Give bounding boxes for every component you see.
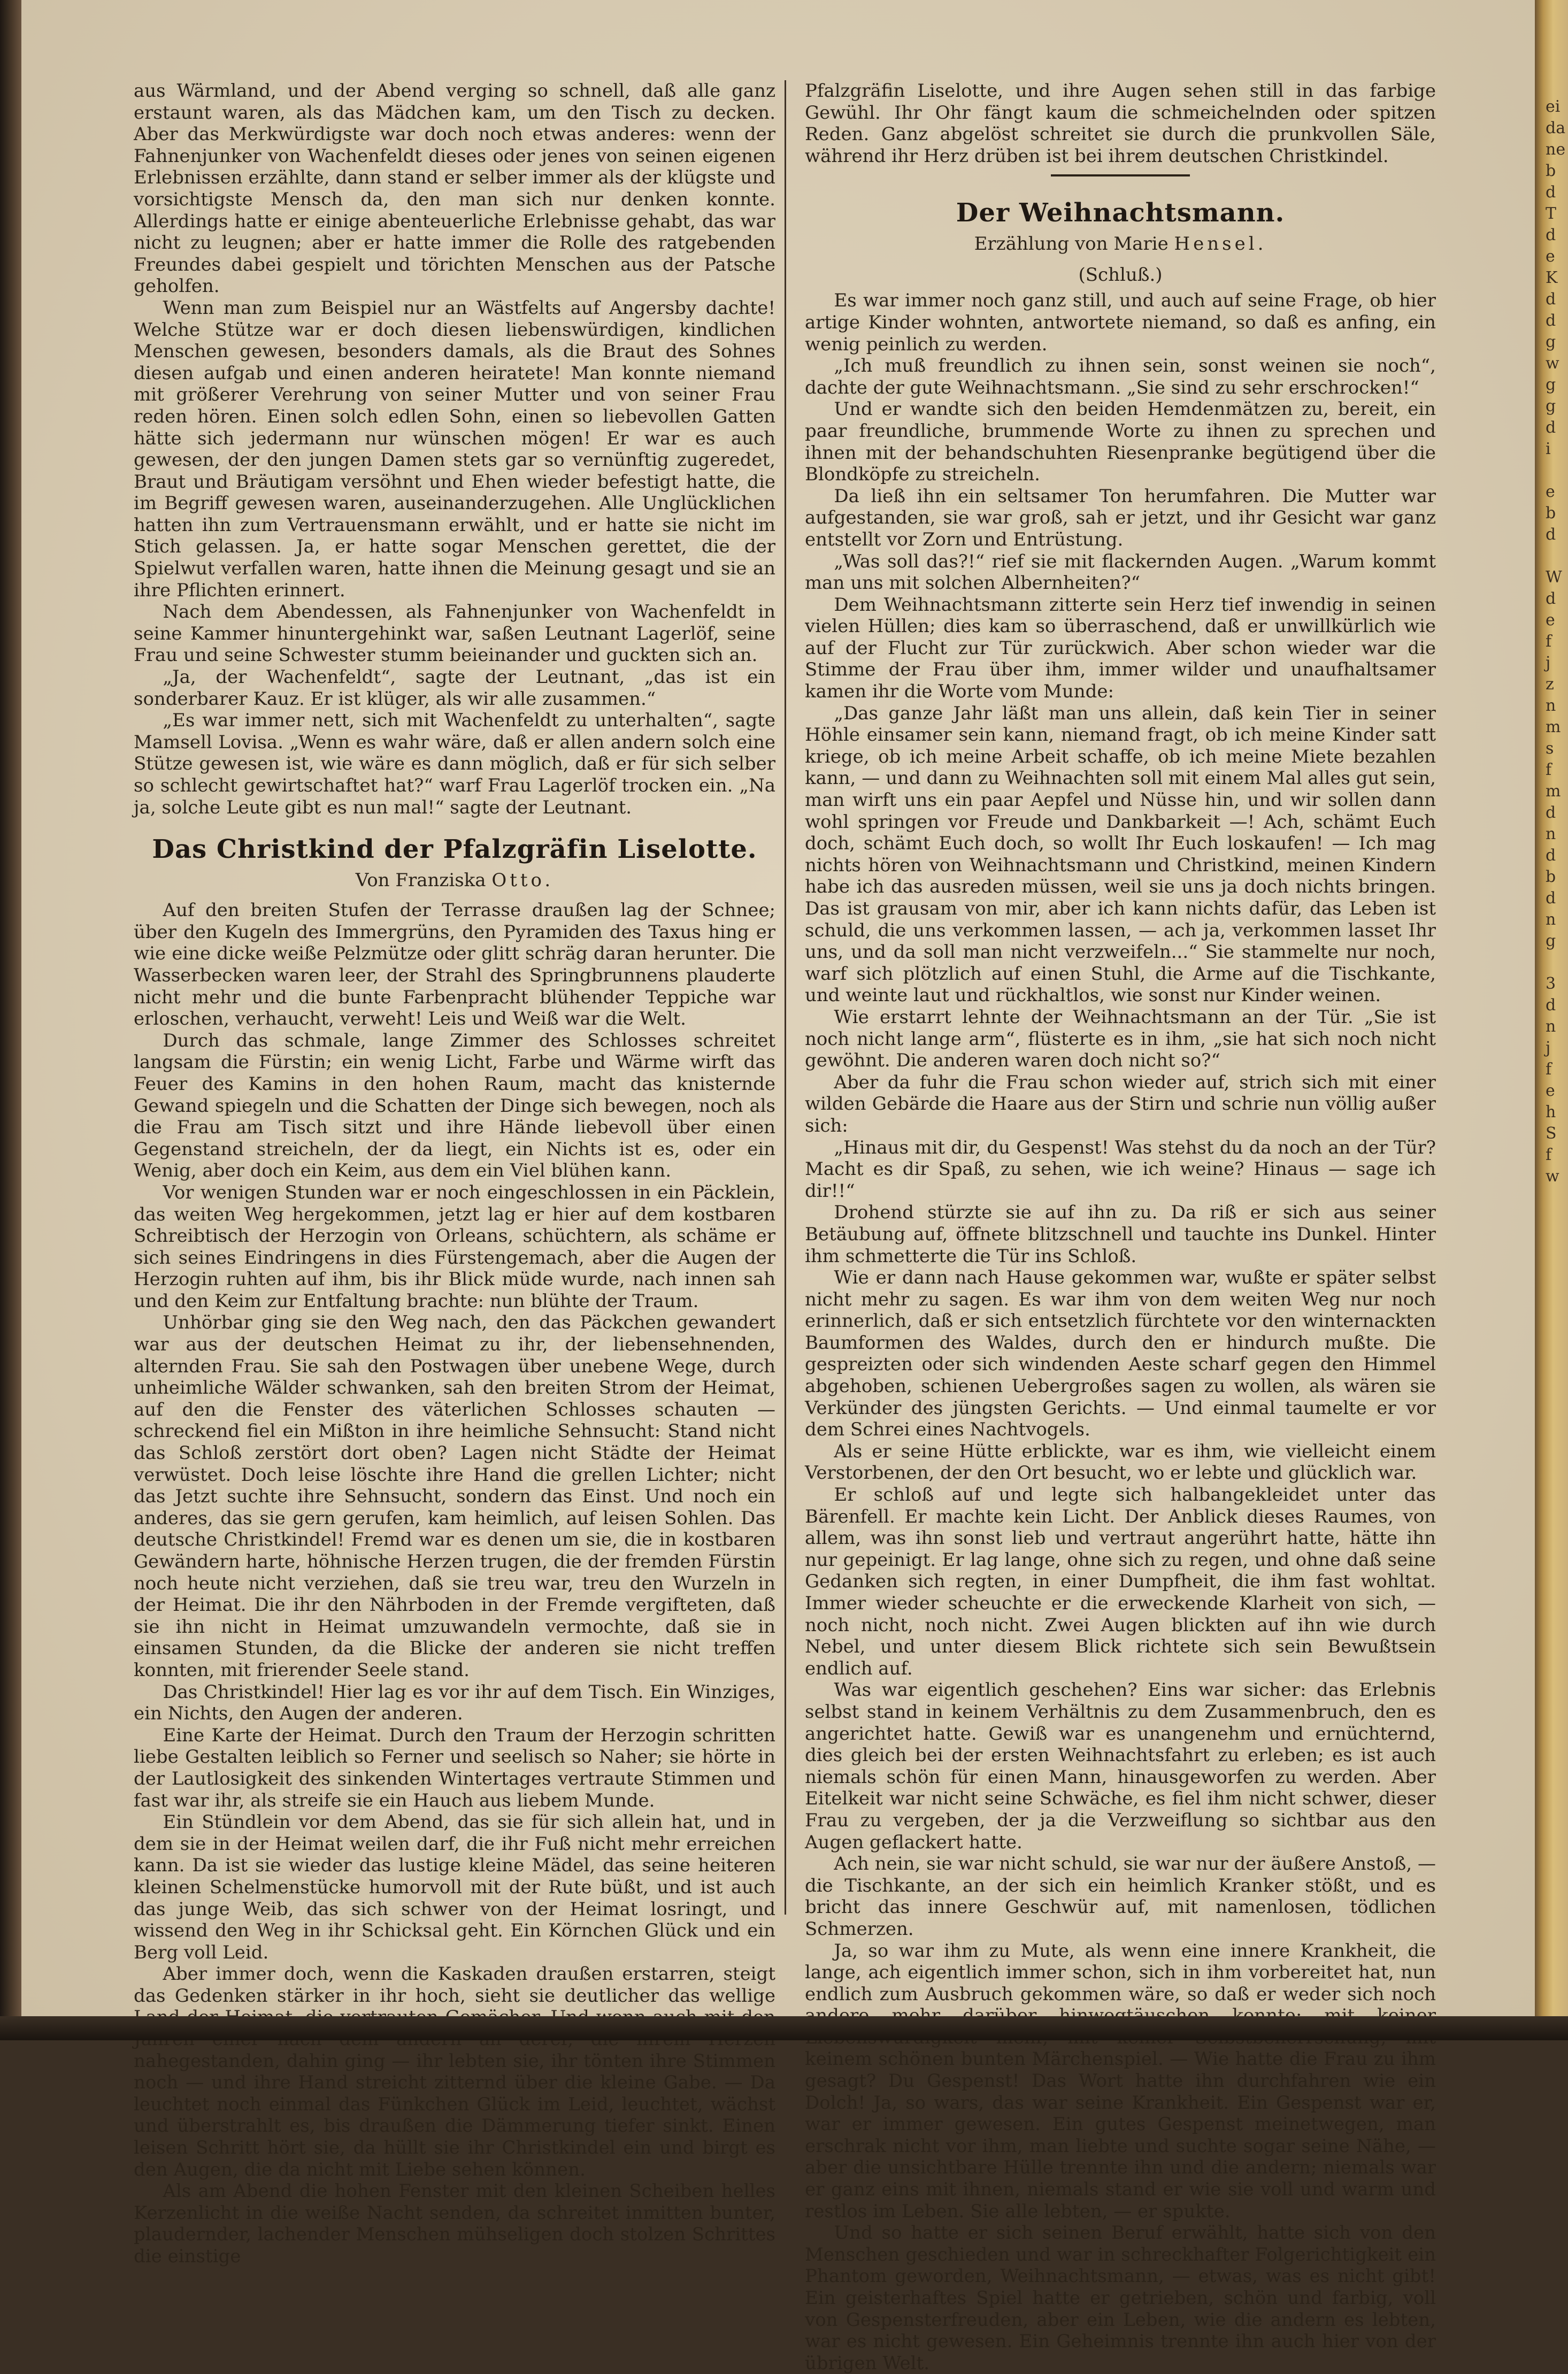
- article-byline-christkind: [134, 869, 775, 892]
- byline-author: Hensel.: [1174, 233, 1267, 255]
- paragraph: Es war immer noch ganz still, und auch auf seine Frage, ob hier artige Kinder wohnten, antwortete niemand, so daß es anfing, ein wenig peinlich zu werden.: [805, 290, 1436, 355]
- article-body-weihnachtsmann: [805, 290, 1436, 2374]
- paragraph: Wie erstarrt lehnte der Weihnachtsmann an der Tür. „Sie ist noch nicht lange arm“, flüsterte es in ihm, „sie hat sich noch nicht gewöhnt. Die anderen waren doch nicht so?“: [805, 1006, 1436, 1072]
- paragraph: „Das ganze Jahr läßt man uns allein, daß kein Tier in seiner Höhle einsamer sein kann, niemand fragt, ob ich meine Kinder satt kriege, ob ich meine Arbeit schaffe, ob ich meine Miete bezahlen kann, — und dann zu Weihnachten soll mit einem Mal alles gut sein, man wirft uns ein paar Aepfel und Nüsse hin, und wir sollen dann wohl springen vor Freude und Dankbarkeit —! Ach, schämt Euch doch, schämt Euch doch, so wollt Ihr Euch loskaufen! — Ich mag nichts hören von Weihnachtsmann und Christkind, meinen Kindern habe ich das ausreden müssen, weil sie uns ja doch nichts bringen. Das ist grausam von mir, aber ich kann nichts dafür, das Leben ist schuld, die uns verkommen lassen, — ach ja, verkommen lasset Ihr uns, und da soll man nicht verzweifeln...“ Sie stammelte nur noch, warf sich plötzlich auf einen Stuhl, die Arme auf die Tischkante, und weinte laut und rückhaltlos, wie sonst nur Kinder weinen.: [805, 702, 1436, 1007]
- paragraph: Ach nein, sie war nicht schuld, sie war nur der äußere Anstoß, — die Tischkante, an der sich ein heimlich Kranker stößt, und es bricht das innere Geschwür auf, mit namenlosen, tödlichen Schmerzen.: [805, 1853, 1436, 1940]
- paragraph: „Ich muß freundlich zu ihnen sein, sonst weinen sie noch“, dachte der gute Weihnachtsmann. „Sie sind zu sehr erschrocken!“: [805, 355, 1436, 398]
- paragraph: Auf den breiten Stufen der Terrasse draußen lag der Schnee; über den Kugeln des Immergrüns, den Pyramiden des Taxus hing er wie eine dicke weiße Pelzmütze oder glitt schräg daran herunter. Die Wasserbecken waren leer, der Strahl des Springbrunnens plauderte nicht mehr und die bunte Farbenpracht blühender Teppiche war erloschen, verhaucht, verweht! Leis und Weiß war die Welt.: [134, 900, 775, 1030]
- paragraph: Aber da fuhr die Frau schon wieder auf, strich sich mit einer wilden Gebärde die Haare aus der Stirn und schrie nun völlig außer sich:: [805, 1071, 1436, 1136]
- paragraph: Als er seine Hütte erblickte, war es ihm, wie vielleicht einem Verstorbenen, der den Ort besucht, wo er lebte und glücklich war.: [805, 1440, 1436, 1484]
- paragraph: Ein Stündlein vor dem Abend, das sie für sich allein hat, und in dem sie in der Heimat weilen darf, die ihr Fuß nicht mehr erreichen kann. Da ist sie wieder das lustige kleine Mädel, das seine heiteren kleinen Schelmenstücke humorvoll mit der Rute büßt, und ist auch das junge Weib, das sich schwer von der Heimat losringt, und wissend den Weg in ihr Schicksal geht. Ein Körnchen Glück und ein Berg voll Leid.: [134, 1811, 775, 1963]
- article-title-weihnachtsmann: Der Weihnachtsmann.: [956, 198, 1285, 228]
- book-binding: [0, 0, 21, 2040]
- article-body-christkind: [134, 900, 775, 2267]
- page-bottom-shadow: [0, 2016, 1568, 2040]
- paragraph: Durch das schmale, lange Zimmer des Schlosses schreitet langsam die Fürstin; ein wenig Licht, Farbe und Wärme wirft das Feuer des Kamins in den hohen Raum, macht das knisternde Gewand spiegeln und die Schatten der Dinge sich bewegen, noch als die Frau am Tisch sitzt und ihre Hände liebevoll über einen Gegenstand streicheln, der da liegt, ein Nichts ist es, oder ein Wenig, aber doch ein Keim, aus dem ein Viel blühen kann.: [134, 1029, 775, 1182]
- paragraph: „Es war immer nett, sich mit Wachenfeldt zu unterhalten“, sagte Mamsell Lovisa. „Wenn es wahr wäre, daß er allen andern solch eine Stütze gewesen ist, wie wäre es dann möglich, daß er für sich selber so schlecht gewirtschaftet hat?“ warf Frau Lagerlöf trocken ein. „Na ja, solche Leute gibt es nun mal!“ sagte der Leutnant.: [134, 710, 775, 818]
- paragraph: „Hinaus mit dir, du Gespenst! Was stehst du da noch an der Tür? Macht es dir Spaß, zu sehen, wie ich weine? Hinaus — sage ich dir!!“: [805, 1136, 1436, 1202]
- paragraph: Unhörbar ging sie den Weg nach, den das Päckchen gewandert war aus der deutschen Heimat zu ihr, der liebensehnenden, alternden Frau. Sie sah den Postwagen über unebene Wege, durch unheimliche Wälder schwanken, sah den breiten Strom der Heimat, auf den die Fenster des väterlichen Schlosses schauten — schreckend fiel ein Mißton in ihre heimliche Sehnsucht: Stand nicht das Schloß zerstört dort oben? Lagen nicht Städte der Heimat verwüstet. Doch leise löschte ihre Hand die grellen Lichter; nicht das Jetzt suchte ihre Sehnsucht, sondern das Einst. Und noch ein anderes, das sie gern gerufen, kam heimlich, auf leisen Sohlen. Das deutsche Christkindel! Fremd war es denen um sie, die in kostbaren Gewändern harte, höhnische Herzen trugen, die der fremden Fürstin noch heute nicht verziehen, daß sie treu war, treu den Wurzeln in der Heimat. Die ihr den Nährboden in der Fremde vergifteten, daß sie ihn nicht in Heimat umzuwandeln vermochte, daß sie in einsamen Stunden, da die Blicke der anderen sie nicht treffen konnten, mit frierender Seele stand.: [134, 1312, 775, 1681]
- byline-author: Otto.: [491, 870, 554, 892]
- right-column: [805, 80, 1436, 2374]
- left-column: [134, 80, 775, 2267]
- paragraph: Drohend stürzte sie auf ihn zu. Da riß er sich aus seiner Betäubung auf, öffnete blitzschnell und tauchte ins Dunkel. Hinter ihm schmetterte die Tür ins Schloß.: [805, 1202, 1436, 1267]
- paragraph: Und er wandte sich den beiden Hemdenmätzen zu, bereit, ein paar freundliche, brummende Worte zu ihnen zu sprechen und ihnen mit der behandschuhten Riesenpranke begütigend über die Blondköpfe zu streicheln.: [805, 398, 1436, 486]
- paragraph: aus Wärmland, und der Abend verging so schnell, daß alle ganz erstaunt waren, als das Mädchen kam, um den Tisch zu decken. Aber das Merkwürdigste war doch noch etwas anderes: wenn der Fahnenjunker von Wachenfeldt dieses oder jenes von seinen eigenen Erlebnissen erzählte, dann stand er selber immer als der klügste und vorsichtigste Mensch da, den man sich nur denken konnte. Allerdings hatte er einige abenteuerliche Erlebnisse gehabt, das war nicht zu leugnen; aber er hatte immer die Rolle des ratgebenden Freundes dabei gespielt und törichten Menschen aus der Patsche geholfen.: [134, 80, 775, 297]
- paragraph: Pfalzgräfin Liselotte, und ihre Augen sehen still in das farbige Gewühl. Ihr Ohr fängt kaum die schmeichelnden oder spitzen Reden. Ganz abgelöst schreitet sie durch die prunkvollen Säle, während ihr Herz drüben ist bei ihrem deutschen Christkindel.: [805, 80, 1436, 167]
- paragraph: Da ließ ihn ein seltsamer Ton herumfahren. Die Mutter war aufgestanden, sie war groß, sah er jetzt, und ihr Gesicht war ganz entstellt vor Zorn und Entrüstung.: [805, 485, 1436, 550]
- next-page-fragments: ei da ne b d T d e K d d g w g g d i e b d W d e f j z n m s f m d n d b d n g 3 d n j f e h S f w: [1546, 97, 1566, 1186]
- paragraph: Er schloß auf und legte sich halbangekleidet unter das Bärenfell. Er machte kein Licht. Der Anblick dieses Raumes, von allem, was ihn sonst lieb und vertraut angerührt hatte, hätte ihn nur gepeinigt. Er lag lange, ohne sich zu regen, und ohne daß seine Gedanken sich regten, in einer Dumpfheit, die ihm fast wohltat. Immer wieder scheuchte er die erweckende Klarheit von sich, — noch nicht, noch nicht. Zwei Augen blickten auf ihn wie durch Nebel, und unter diesem Blick richtete sich sein Bewußtsein endlich auf.: [805, 1484, 1436, 1679]
- paragraph: Und so hatte er sich seinen Beruf erwählt, hatte sich von den Menschen geschieden und war in schreckhafter Folgerichtigkeit ein Phantom geworden, Weihnachtsmann, — etwas, was es nicht gibt! Ein geisterhaftes Spiel hatte er getrieben, schön und farbig, voll von Gespensterfreuden, aber ein Leben, wie die andern es lebten, war es nicht gewesen. Ein Geheimnis trennte ihn auch hier von der übrigen Welt.: [805, 2222, 1436, 2374]
- newspaper-page: [21, 0, 1535, 2374]
- paragraph: Nach dem Abendessen, als Fahnenjunker von Wachenfeldt in seine Kammer hinuntergehinkt war, saßen Leutnant Lagerlöf, seine Frau und seine Schwester stumm beieinander und guckten sich an.: [134, 601, 775, 666]
- paragraph: Eine Karte der Heimat. Durch den Traum der Herzogin schritten liebe Gestalten leiblich so Ferner und seelisch so Naher; sie hörte in der Lautlosigkeit des sinkenden Wintertages vertraute Stimmen und fast war ihr, als streife sie ein Hauch aus liebem Munde.: [134, 1724, 775, 1811]
- article-subline: (Schluß.): [1078, 264, 1163, 286]
- paragraph: Wie er dann nach Hause gekommen war, wußte er später selbst nicht mehr zu sagen. Es war ihm von dem weiten Weg nur noch erinnerlich, daß er sich entsetzlich fürchtete vor den winternackten Baumformen des Waldes, durch den er hindurch mußte. Die gespreizten oder sich windenden Aeste scharf gegen den Himmel abgehoben, schienen Uebergroßes sagen zu wollen, als wären sie Verkünder des jüngsten Gerichts. — Und einmal taumelte er vor dem Schrei eines Nachtvogels.: [805, 1267, 1436, 1441]
- paragraph: „Ja, der Wachenfeldt“, sagte der Leutnant, „das ist ein sonderbarer Kauz. Er ist klüger, als wir alle zusammen.“: [134, 666, 775, 710]
- paragraph: Ja, so war ihm zu Mute, als wenn eine innere Krankheit, die lange, ach eigentlich immer schon, sich in ihm vorbereitet hat, nun endlich zum Ausbruch gekommen wäre, so daß er weder sich noch keinem schönen bunten Märchenspiel. — Wie hatte die Frau zu ihm gesagt? Du Gespenst! Das Wort hatte ihn durchfahren wie ein Dolch! Ja, so wars, das war seine Krankheit. Ein Gespenst war er, war er immer gewesen. Ein gutes Gespenst meinetwegen, man erschrak nicht vor ihm, man liebte und suchte sogar seine Nähe, — aber die unsichtbare Hülle trennte ihn und die andern; niemals war er ganz eins mit ihnen, niemals stand er wie sie voll und warm und restlos im Leben. Sie alle lebten, — er spukte.: [805, 1940, 1436, 2222]
- article-title-christkind: Das Christkind der Pfalzgräfin Liselotte.: [152, 834, 757, 865]
- paragraph: Aber immer doch, wenn die Kaskaden draußen erstarren, steigt das Gedenken stärker in ihr hoch, sieht sie deutlicher das wellige nahegestanden, dahin ging — ihr lebten sie, ihr tönten ihre Stimmen noch — und ihre Hand streicht zitternd über die kleine Gabe. — Da leuchtet noch einmal das Fünkchen Glück im Leid, leuchtet, wächst und überstrahlt es, bis draußen die Dämmerung tiefer sinkt. Einen leisen Schritt hört sie, da hüllt sie ihr Christkindel ein und birgt es den Augen, die da nicht mit Liebe sehen können.: [134, 1963, 775, 2180]
- article-byline-weihnachtsmann: [805, 232, 1436, 256]
- paragraph: „Was soll das?!“ rief sie mit flackernden Augen. „Warum kommt man uns mit solchen Albernheiten?“: [805, 550, 1436, 594]
- right-continuation-text: [805, 80, 1436, 167]
- paragraph: Wenn man zum Beispiel nur an Wästfelts auf Angersby dachte! Welche Stütze war er doch diesen liebenswürdigen, kindlichen Menschen gewesen, besonders damals, als die Braut des Sohnes diesen aufgab und einen anderen heiratete! Man konnte niemand mit größerer Verehrung von seiner Mutter und von seiner Frau reden hören. Einen solch edlen Sohn, einen so liebevollen Gatten hätte sich jedermann nur wünschen mögen! Er war es auch gewesen, der den jungen Damen stets gar so vernünftig zugeredet, Braut und Bräutigam versöhnt und Ehen wieder befestigt hatte, die im Begriff gewesen waren, auseinanderzugehen. Alle Unglücklichen hatten ihn zum Vertrauensmann erwählt, und er hatte sie nicht im Stich gelassen. Ja, er hatte sogar Menschen gerettet, die der Spielwut verfallen waren, hatte ihnen die Meinung gesagt und sie an ihre Pflichten erinnert.: [134, 297, 775, 601]
- paragraph: Was war eigentlich geschehen? Eins war sicher: das Erlebnis selbst stand in keinem Verhältnis zu dem Zusammenbruch, den es angerichtet hatte. Gewiß war es unangenehm und ernüchternd, dies gleich bei der ersten Weihnachtsfahrt zu erleben; es ist auch niemals schön für einen Mann, hinausgeworfen zu werden. Aber Eitelkeit war nicht seine Schwäche, es fiel ihm nicht schwer, dieser Frau zu vergeben, der ja die Verzweiflung so sichtbar aus den Augen geflackert hatte.: [805, 1679, 1436, 1853]
- column-divider: [785, 80, 786, 1915]
- byline-prefix: Erzählung von Marie: [974, 233, 1169, 255]
- paragraph: Als am Abend die hohen Fenster mit den kleinen Scheiben helles Kerzenlicht in die weiße Nacht senden, da schreitet inmitten bunter, plaudernder, lachender Menschen mühseligen doch stolzen Schrittes die einstige: [134, 2180, 775, 2267]
- byline-prefix: Von Franziska: [355, 870, 486, 892]
- paragraph: Dem Weihnachtsmann zitterte sein Herz tief inwendig in seinen vielen Hüllen; dies kam so überraschend, daß er unwillkürlich wie auf der Flucht zur Tür zurückwich. Aber schon wieder war die Stimme der Frau über ihm, immer wilder und unaufhaltsamer kamen ihr die Worte vom Munde:: [805, 594, 1436, 703]
- paragraph: Das Christkindel! Hier lag es vor ihr auf dem Tisch. Ein Winziges, ein Nichts, den Augen der anderen.: [134, 1681, 775, 1725]
- left-continuation-text: [134, 80, 775, 818]
- section-separator: [1051, 174, 1190, 176]
- paragraph: Vor wenigen Stunden war er noch eingeschlossen in ein Päcklein, das weiten Weg hergekommen, jetzt lag er hier auf dem kostbaren Schreibtisch der Herzogin von Orleans, schüchtern, als schäme er sich seines Eindringens in dies Fürstengemach, aber die Augen der Herzogin ruhten auf ihm, bis ihr Blick müde wurde, nach innen sah und den Keim zur Entfaltung brachte: nun blühte der Traum.: [134, 1181, 775, 1312]
